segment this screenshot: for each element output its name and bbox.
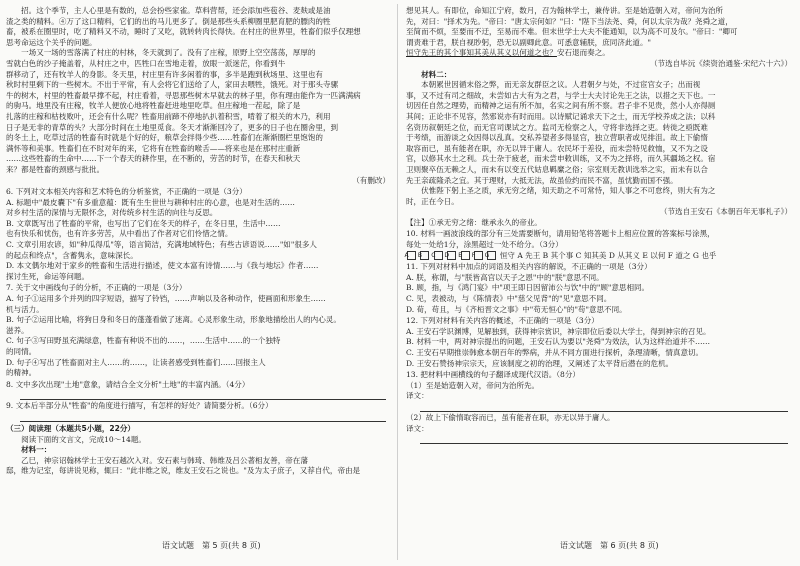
text-line: 乙巳，神宗诏翰林学士王安石越次入对。安石素与韩琦、韩维及吕公著相友善，帝在藩: [21, 455, 308, 465]
text-line: 扎落的庄稼和枯枝败叶，还会有什么呢？牲畜用前蹄不停地扒扒着积雪，啃着了根关的木乃，利用: [6, 111, 331, 121]
option: A. 王安石学识渊博，见解独到，获得神宗赏识，神宗即位后委以大学士，得到神宗的召见。: [406, 326, 711, 336]
option: B. 句子②运用比喻，将狗日身和冬日的蓬蓬看做了迷离。心灵形象生动，形象地描绘出人的内心灵。: [6, 315, 341, 325]
text-line: 名资历叙朝廷之位，而无官司课试之方。监司无检察之人，守将非选择之吏。转徙之亟既难: [406, 122, 708, 132]
text-line: 谓责难于君，朕自视眇躬，恐无以副卿此意。可悉意辅朕，庶同济此道。": [406, 37, 651, 47]
text-line: 来？都是牲畜的颈感与批批。: [6, 164, 105, 174]
answer-line[interactable]: [420, 402, 788, 412]
question-6: [6, 187, 390, 282]
intro-paragraph: [6, 6, 390, 48]
page-divider: [397, 4, 398, 560]
section-heading: （三）阅读理（本题共5小题，22分）: [6, 423, 135, 433]
question-stem: 11. 下列对材料中加点的词语及相关内容的解说，不正确的一项是（3分）: [406, 262, 652, 272]
text-line: 至简而不烦，至要而不迂，至易而不难。但末世学士大夫不能通知，以为高不可及尔。"帝曰："卿可: [406, 27, 738, 37]
option: C. 王安石早期推崇韩愈本朝百年的弊病，并从不同方面进行探析，条理清晰，情真意切。: [406, 348, 704, 357]
break-box-b[interactable]: B: [420, 251, 429, 260]
option: 也有快乐和忧伤，也有许多劳苦，从中看出了作者对它们怜惜之情。: [6, 229, 233, 239]
text-line: 群移动了，还有牧羊人的身影。冬天里，村庄里有许多闲着的事，多半是跑到秋场里、这里也有: [6, 69, 323, 79]
text-line: 满怀等和美事。牲畜们在不时对年的来，它将有在牲畜的喉舌——将来也是在那村庄重新: [6, 143, 301, 153]
text-line: 于考绩，而游谈之众因得以乱真。交私养望者多得显官，独立营职者或见排沮。故上下偷惰: [406, 133, 708, 143]
option: C. 句子③写田野虽充满绿意，牲畜有种说不出的……，……生活中……的一个独特: [6, 336, 281, 346]
option: 机与活力。: [6, 304, 44, 314]
boxed-sentence: [406, 251, 792, 262]
option: C. 文章引用农谚，如"种瓜得瓜"等，语言简洁，充满地域特色；有些古谚语说……"如"很多人: [6, 240, 317, 250]
question-9: 9. 文本后半部分从"牲畜"的角度进行描写，有怎样的好处？请简要分析。（6分）: [6, 401, 273, 411]
question-stem: 12. 下列对材料有关内容的概述，不正确的一项是（3分）: [406, 316, 599, 326]
text-line: 事，又不过有司之细故，未尝如古大有为之君，与学士大夫讨论先王之法，以措之天下也。一: [406, 90, 716, 100]
text-line: 其间；正论非不见容，然邪说亦有时而用。以诗赋记诵求天下之士，而无学校养成之法；以科: [406, 111, 716, 121]
sentence-1: （1）至是始造朝入对，帝问为治所先。: [406, 380, 540, 390]
option: D. 句子④写出了牲畜面对主人……的……，让读者感受到牲畜们……回报主人: [6, 357, 266, 367]
text-line: 取容而已，虽有能者在职，亦无以异于庸人。农民坏于差役，而未尝特见救恤，又不为之设: [406, 143, 708, 153]
question-12: [406, 316, 792, 369]
body-paragraph: [6, 48, 390, 175]
text-line: 邸，维为记室，每讲说见称，辄曰："此非维之说，维友王安石之说也。"及为太子庶子，又荐自代，帝由是: [6, 466, 361, 476]
text-line: 切因任自然之理势，而精神之运有所不加，名实之间有所不察。君子非不见贵，然小人亦得厕: [406, 101, 716, 111]
option: D. 荀，苟且，与《齐桓晋文之事》中"苟无恒心"的"苟"意思不同。: [406, 304, 627, 314]
option: 的同情。: [6, 347, 37, 356]
option: A. 标题中"最皮囊下"有多重意蕴：既有生生世世与耕种村庄的心意，也是对生活的……: [6, 197, 295, 207]
question-stem: 10. 材料一画波浪线的部分有三处需要断句，请用铅笔将答题卡上相应位置的答案标号涂黑，: [406, 229, 715, 239]
text-line: 一场又一场的雪落满了村庄的村林，冬天就到了。没有了庄稼，原野上空空荡荡，厚厚的: [21, 48, 316, 58]
break-box-d[interactable]: D: [447, 251, 456, 260]
question-11: [406, 262, 792, 315]
break-box-e[interactable]: E: [461, 251, 470, 260]
question-7: [6, 283, 390, 378]
question-stem-cont: 每处一处给1分，涂黑超过一处不给分。（3分）: [406, 240, 563, 250]
boxed-text: 恒守 A 先王 B 其个事 C 知其美 D 从其义 E 以何 F 道之 G 也乎: [499, 250, 717, 260]
text-line: 思考命运这个关乎的问题。: [6, 37, 97, 47]
question-10: [406, 229, 792, 261]
option: D. 本文偶尔地对于家乡的牲畜和生活进行描述，使文本富有诗情……与《我与地坛》作者……: [6, 261, 319, 271]
material-title: 材料二：: [421, 69, 452, 79]
option: B. 材料一中，两对神宗提出的问题，王安石认为要以"尧舜"为效法，认为这样治道并不……: [406, 337, 711, 347]
text-tail: 安石退而奏之。: [556, 48, 610, 58]
answer-line[interactable]: [20, 390, 386, 400]
option: D. 王安石赞扬神宗宗天，应该制度之初的治理，又阐述了太平背后潜在的危机。: [406, 358, 674, 368]
text-line: 官，以修其水土之利。兵士杂于疲老，而未尝申敕训练，又不为之择将，而久其疆场之权。宿: [406, 154, 716, 164]
text-line: 的冬土上，吃草过活的牲畜有时就是个好的好，粮草会拌得少些……牲畜们在渐渐圈栏里饱饱的: [6, 133, 323, 143]
question-stem: 13. 把材料中画横线的句子翻译成现代汉语。（8分）: [406, 370, 580, 380]
underlined-sentence: 恒守先王的其个事知其美从其义以何道之也？: [406, 48, 557, 58]
option: A. 句子①运用多个并列的四字短语，描写了铃铛，……声响以及各种动作，使画面和形象生……: [6, 294, 326, 304]
footnote: 【注】①承无穷之绪：继承永久的帝业。: [406, 217, 542, 227]
option: B. 顾，指，与《鸿门宴》中"项王即日因留沛公与饮"中的"顾"意思相同。: [406, 283, 650, 293]
text-line: 本朝累世因循末俗之弊，而无亲友群臣之议。人君朝夕与处，不过宦官女子；出而视: [421, 80, 701, 90]
section-instruction: 阅读下面的文言文，完成10～14题。: [21, 434, 146, 444]
question-8: 8. 文中多次出现"土地"意象，请结合全文分析"土地"的丰富内涵。（4分）: [6, 379, 250, 389]
option: A. 朕，称谓，与"朕皆高宫以天子之恩"中的"朕"意思不同。: [406, 272, 604, 282]
text-line: 的驹马。地里没有庄稼，牧羊人便放心地将牲畜赶进地里吃草。但庄稼地一茬起，除了是: [6, 101, 301, 111]
page-footer-right: 语文试题 第 6 页(共 8 页): [560, 541, 659, 550]
text-line: 时，正在今日。: [406, 196, 459, 206]
break-box-f[interactable]: F: [474, 251, 483, 260]
answer-line[interactable]: [420, 434, 788, 444]
option: C. 见，表被动，与《陈情表》中"慈父见背"的"见"意思不同。: [406, 294, 612, 304]
break-box-a[interactable]: A: [407, 251, 416, 260]
source-note: （有删改）: [352, 175, 390, 185]
text-line: 牛的树木，村里的牲畜最早撑不起，村庄看着，寻思那些树木早就去的林子里，你有理由能作为一匹满满病: [6, 90, 361, 100]
text-line: 畜，被系在圈里时，吃了精料又不动，睡时了又吃，就转转肉长得快。在村庄的世界里，牲畜们似乎仅理想: [6, 27, 361, 37]
question-13: [406, 370, 792, 444]
sentence-2: （2）故上下偷惰取容而已，虽有能者在职，亦无以异于庸人。: [406, 412, 615, 422]
text-line: [406, 48, 792, 59]
question-stem: 7. 关于文中画线句子的分析，不正确的一项是（3分）: [6, 283, 187, 293]
text-line: 渣之类的精料。④万了这口精料，它们的出的马儿更多了。倒是那些头系柳圈里肥育肥的膘肉的牲: [6, 16, 331, 26]
left-page: [6, 6, 390, 477]
source-note: （节选自毕沅《续资治通鉴·宋纪六十六》）: [649, 58, 792, 68]
translation-label: 译文：: [406, 423, 429, 433]
material-title: 材料一：: [21, 445, 52, 455]
text-line: 招。这个季节，主人心里是有数的，总会扮些家雀。草料营帮，还会添加些苞谷、麦麸或是油: [21, 6, 331, 15]
text-line: 日子是无非的青草的头？大部分时间在土地里觅食。冬天才渐渐回冷了，更多的日子也在圈舍里，到: [6, 122, 339, 132]
text-line: 雪就白色的沙子掩盖着，从村庄之中，匹牲口在雪地走着，放眼一派迷茫，你看到牛: [6, 58, 286, 68]
source-note: （节选自王安石《本朝百年无事札子》）: [659, 207, 792, 217]
right-page: [406, 6, 792, 445]
translation-label: 译文：: [406, 391, 429, 401]
answer-line[interactable]: [20, 412, 386, 422]
text-line: 先王亲疏隆杀之宜。其于理财，大抵无法，故虽俭约而民不富，虽忧勤而国不强。: [406, 175, 678, 185]
text-line: ……这些牲畜的生命中……下一个春天的耕作里，在不断的，劳苦的时节，在春天和秋天: [6, 154, 301, 164]
text-line: 卫则聚卒伍无赖之人，而未有以变五代姑息羁縻之俗；宗室则无教训选举之实，而未有以合: [406, 164, 708, 174]
option: 的起点和终点"，含蓄隽永，意味深长。: [6, 250, 138, 260]
text-line: 伏惟陛下躬上圣之质，承无穷之绪，知天助之不可常恃，知人事之不可怠终，则大有为之: [421, 186, 716, 196]
option: 探讨生死，命运等问题。: [6, 271, 90, 281]
break-box-c[interactable]: C: [434, 251, 443, 260]
option: 滋养。: [6, 325, 29, 335]
break-box-g[interactable]: G: [487, 251, 496, 260]
page-footer-left: 语文试题 第 5 页(共 8 页): [162, 541, 261, 550]
option: B. 文章既写出了牲畜的平常，也写出了它们在冬天的样子，在冬日里，生活中……: [6, 218, 281, 228]
option: 的精神。: [6, 368, 37, 378]
text-line: 秋时村里剩下的一些树木。不出于平常，有人会将它们送给了人，家田去喂牲，饿死。对于那头寺骡: [6, 80, 339, 90]
text-line: 先，对曰："择术为先。"帝曰："唐太宗何如？"曰："陛下当法尧、舜，何以太宗为哉？尧舜之道，: [406, 16, 733, 26]
text-line: 想见其人。有即位，命知江宁府，数月，召为翰林学士，兼侍讲。至是始造朝入对，帝问为治所: [406, 6, 723, 15]
question-stem: 6. 下列对文本相关内容和艺术特色的分析鉴赏，不正确的一项是（3分）: [6, 187, 247, 197]
option: 对乡村生活的深情与无限怀念，对传统乡村生活的向往与反思。: [6, 208, 218, 218]
